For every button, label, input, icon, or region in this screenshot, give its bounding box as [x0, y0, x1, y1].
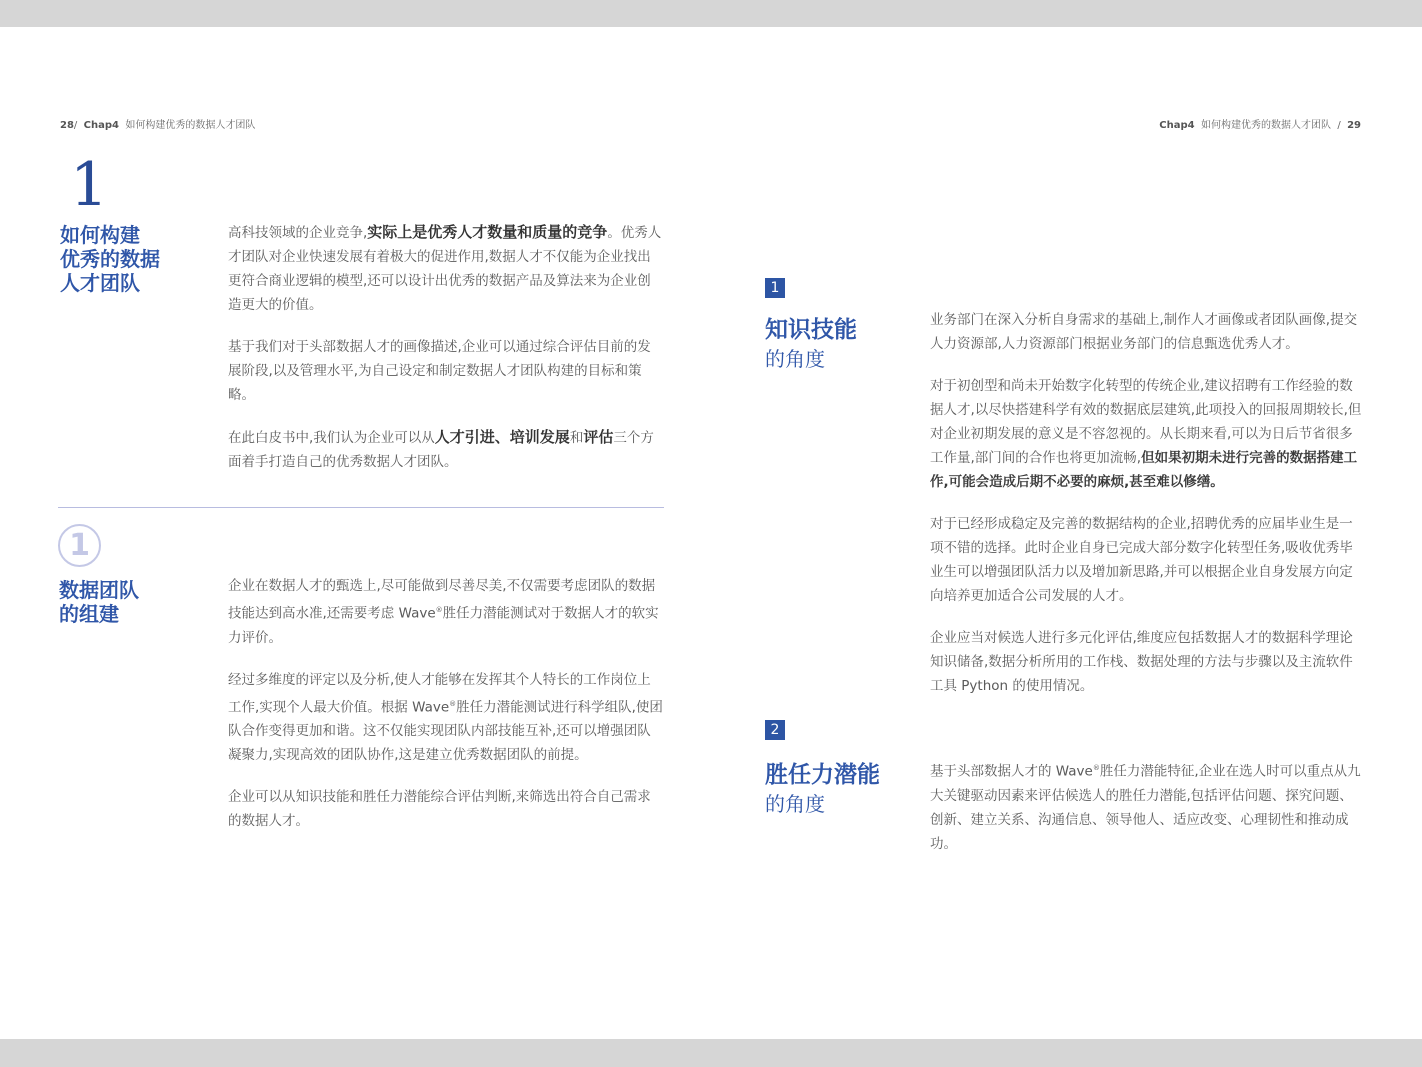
subsection-paragraph: 企业可以从知识技能和胜任力潜能综合评估判断,来筛选出符合自己需求的数据人才。 [228, 789, 651, 829]
right-section-title [765, 315, 857, 373]
emphasis-text: 人才引进、培训发展 [434, 428, 570, 446]
right-section-paragraph: 企业应当对候选人进行多元化评估,维度应包括数据人才的数据科学理论知识储备,数据分析所用的工作栈、数据处理的方法与步骤以及主流软件工具 Python 的使用情况。 [930, 630, 1353, 694]
subsection-body [228, 574, 664, 851]
right-page-number: 29 [1347, 120, 1361, 131]
right-section-title-sub: 的角度 [765, 792, 825, 816]
left-header-sep: / [73, 120, 78, 131]
right-section-paragraph [930, 756, 1366, 856]
right-chapter-title: 如何构建优秀的数据人才团队 [1200, 120, 1331, 131]
registered-mark: ® [1092, 764, 1100, 772]
right-chapter-label: Chap4 [1159, 120, 1195, 131]
subsection-number-circle: 1 [58, 524, 101, 567]
subsection-title-line: 数据团队 [59, 578, 139, 602]
section-divider [58, 507, 664, 508]
section-number: 1 [70, 150, 109, 220]
text-run: 高科技领域的企业竞争, [228, 225, 368, 241]
section-title-line: 人才团队 [60, 271, 140, 295]
text-run: 胜任力潜能测试进行科学组队,使团队合作变得更加和谐。这不仅能实现团队内部技能互补,还可以增强团队凝聚力,实现高效的团队协作,这是建立优秀数据团队的前提。 [228, 699, 663, 763]
text-run: 对于初创型和尚未开始数字化转型的传统企业,建议招聘有工作经验的数据人才,以尽快搭建科学有效的数据底层建筑,此项投入的回报周期较长,但对企业初期发展的意义是不容忽视的。从长期来看,可以为日后节省很多工作量,部门间的合作也将更加流畅, [930, 378, 1362, 466]
right-page-header [1159, 116, 1361, 131]
text-run: 企业在数据人才的甄选上,尽可能做到尽善尽美,不仅需要考虑团队的数据技能达到高水准,还需要考虑 Wave [228, 578, 656, 622]
left-chapter-label: Chap4 [83, 120, 119, 131]
registered-mark: ® [435, 606, 443, 614]
text-run: 基于头部数据人才的 Wave [930, 763, 1093, 780]
numbered-badge: 1 [765, 278, 785, 298]
subsection-paragraph [228, 668, 664, 768]
right-section-body [930, 756, 1366, 874]
right-section-paragraph [930, 374, 1366, 494]
text-run: 在此白皮书中,我们认为企业可以从 [228, 430, 435, 446]
bottom-gray-band [0, 1039, 1422, 1067]
subsection-title [59, 578, 139, 626]
right-section-paragraph: 业务部门在深入分析自身需求的基础上,制作人才画像或者团队画像,提交人力资源部,人力资源部门根据业务部门的信息甄选优秀人才。 [930, 312, 1358, 352]
text-run: 三个方面着手打造自己的优秀数据人才团队。 [228, 430, 654, 470]
section-paragraph: 基于我们对于头部数据人才的画像描述,企业可以通过综合评估目前的发展阶段,以及管理水平,为自己设定和制定数据人才团队构建的目标和策略。 [228, 339, 651, 403]
section-title-line: 优秀的数据 [60, 247, 160, 271]
left-page-number: 28 [60, 120, 74, 131]
emphasis-text: 但如果初期未进行完善的数据搭建工作,可能会造成后期不必要的麻烦,甚至难以修缮。 [930, 450, 1358, 490]
emphasis-text: 实际上是优秀人才数量和质量的竞争 [367, 223, 608, 241]
left-page-header [60, 116, 255, 131]
text-run: 胜任力潜能测试对于数据人才的软实力评价。 [228, 605, 659, 646]
text-run: 胜任力潜能特征,企业在选人时可以重点从九大关键驱动因素来评估候选人的胜任力潜能,包括评估问题、探究问题、创新、建立关系、沟通信息、领导他人、适应改变、心理韧性和推动成功。 [930, 763, 1361, 852]
text-run: 。优秀人才团队对企业快速发展有着极大的促进作用,数据人才不仅能为企业找出更符合商业逻辑的模型,还可以设计出优秀的数据产品及算法来为企业创造更大的价值。 [228, 225, 662, 313]
right-section-title-main: 胜任力潜能 [765, 762, 880, 788]
subsection-paragraph [228, 574, 664, 650]
registered-mark: ® [449, 699, 457, 708]
section-paragraph [228, 425, 664, 474]
section-body [228, 220, 664, 492]
right-header-sep: / [1337, 120, 1341, 131]
section-title-line: 如何构建 [60, 223, 140, 247]
right-section-title [765, 760, 880, 818]
subsection-title-line: 的组建 [59, 602, 119, 626]
section-paragraph [228, 220, 664, 317]
left-chapter-title: 如何构建优秀的数据人才团队 [125, 120, 256, 131]
right-section-title-sub: 的角度 [765, 347, 825, 371]
section-title [60, 223, 160, 295]
numbered-badge: 2 [765, 720, 785, 740]
right-section-body [930, 308, 1366, 716]
right-section-title-main: 知识技能 [765, 317, 857, 343]
emphasis-text: 评估 [583, 428, 614, 446]
top-gray-band [0, 0, 1422, 27]
right-section-paragraph: 对于已经形成稳定及完善的数据结构的企业,招聘优秀的应届毕业生是一项不错的选择。此时企业自身已完成大部分数字化转型任务,吸收优秀毕业生可以增强团队活力以及增加新思路,并可以根据企业自身发展方向定向培养更加适合公司发展的人才。 [930, 516, 1353, 604]
text-run: 经过多维度的评定以及分析,使人才能够在发挥其个人特长的工作岗位上工作,实现个人最大价值。根据 Wave [228, 671, 651, 715]
text-run: 和 [569, 430, 584, 446]
